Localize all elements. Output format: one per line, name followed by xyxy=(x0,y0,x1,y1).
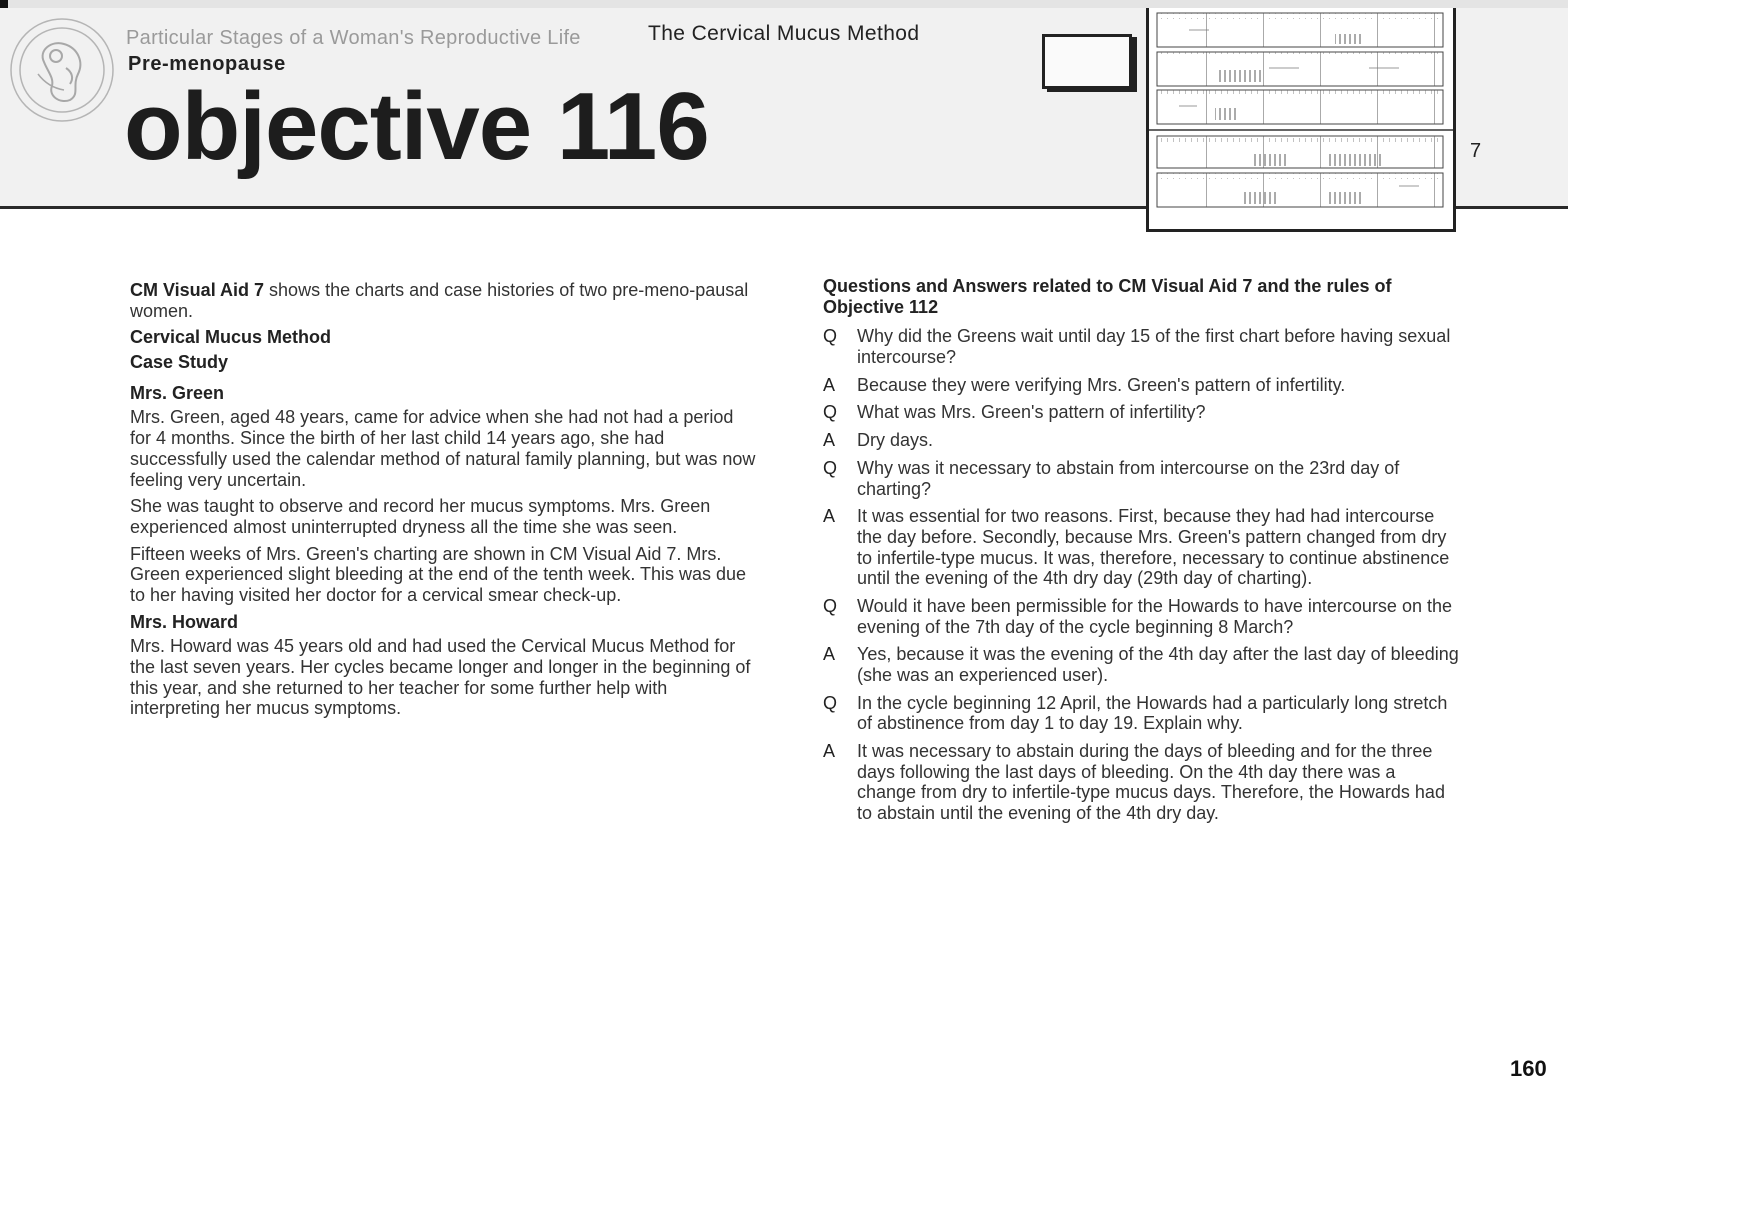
question-marker: Q xyxy=(823,595,838,616)
question-item xyxy=(823,458,1459,499)
method-title: The Cervical Mucus Method xyxy=(648,22,920,45)
answer-text: Dry days. xyxy=(857,430,934,451)
heading-mrs-green: Mrs. Green xyxy=(130,382,225,403)
answer-marker: A xyxy=(823,644,836,665)
heading-mrs-howard: Mrs. Howard xyxy=(130,611,239,632)
answer-text: It was essential for two reasons. First, because they had had intercourse the day before. Secondly, because Mrs. Green's pattern changed from dry to infertile-type mucus. It was, therefore, necessary to continue abstinence until the evening of the 4th dry day (29th day of charting). xyxy=(857,506,1450,589)
answer-text: Because they were verifying Mrs. Green's pattern of infertility. xyxy=(857,374,1346,395)
question-text: In the cycle beginning 12 April, the Howards had a particularly long stretch of abstinence from day 1 to day 19. Explain why. xyxy=(857,692,1448,734)
question-item xyxy=(823,693,1459,734)
howard-paragraph-1: Mrs. Howard was 45 years old and had used the Cervical Mucus Method for the last seven years. Her cycles became longer and longer in the beginning of this year, and she returned to her teacher for some further help with interpreting her mucus symptoms. xyxy=(130,636,751,719)
answer-marker: A xyxy=(823,506,836,527)
answer-item xyxy=(823,741,1459,824)
question-item xyxy=(823,326,1459,367)
visual-aid-marker xyxy=(1042,34,1132,89)
corner-mark xyxy=(0,0,8,8)
left-column xyxy=(130,280,758,725)
green-paragraph-1: Mrs. Green, aged 48 years, came for advice when she had not had a period for 4 months. Since the birth of her last child 14 years ago, she had successfully used the calendar method of natural family planning, but was now feeling very uncertain. xyxy=(130,407,756,490)
answer-item xyxy=(823,430,1459,451)
question-text: What was Mrs. Green's pattern of infertility? xyxy=(857,402,1206,423)
top-edge xyxy=(0,0,1568,8)
page-subtitle: Pre-menopause xyxy=(128,53,286,75)
answer-marker: A xyxy=(823,374,836,395)
question-text: Would it have been permissible for the Howards to have intercourse on the evening of the 7th day of the cycle beginning 8 March? xyxy=(857,595,1452,637)
qa-heading: Questions and Answers related to CM Visual Aid 7 and the rules of Objective 112 xyxy=(823,276,1392,317)
qa-list xyxy=(823,326,1459,823)
intro-text: shows the charts and case histories of two pre-meno-pausal women. xyxy=(130,280,749,321)
right-column xyxy=(823,276,1459,831)
embryo-emblem-icon xyxy=(8,16,116,124)
answer-item xyxy=(823,644,1459,685)
question-marker: Q xyxy=(823,326,838,347)
heading-method: Cervical Mucus Method xyxy=(130,327,332,348)
answer-text: Yes, because it was the evening of the 4th day after the last day of bleeding (she was an experienced user). xyxy=(857,644,1459,685)
answer-marker: A xyxy=(823,430,836,451)
answer-text: It was necessary to abstain during the days of bleeding and for the three days following the last days of bleeding. On the 4th day there was a change from dry to infertile-type mucus days. Therefore, the Howards had to abstain until the evening of the 4th dry day. xyxy=(857,741,1445,824)
section-label: Particular Stages of a Woman's Reproductive Life xyxy=(126,27,581,49)
heading-case-study: Case Study xyxy=(130,352,229,373)
question-item xyxy=(823,402,1459,423)
answer-marker: A xyxy=(823,741,836,762)
question-text: Why did the Greens wait until day 15 of the first chart before having sexual intercourse? xyxy=(857,326,1451,368)
visual-aid-thumbnail xyxy=(1146,8,1456,232)
answer-item xyxy=(823,375,1459,396)
visual-aid-number: 7 xyxy=(1470,140,1482,162)
page-number: 160 xyxy=(1510,1056,1547,1081)
intro-reference: CM Visual Aid 7 xyxy=(130,280,265,300)
green-paragraph-3: Fifteen weeks of Mrs. Green's charting are shown in CM Visual Aid 7. Mrs. Green experienced slight bleeding at the end of the tenth week. This was due to her having visited her doctor for a cervical smear check-up. xyxy=(130,543,747,605)
answer-item xyxy=(823,506,1459,589)
intro-paragraph xyxy=(130,280,758,321)
page-title: objective 116 xyxy=(124,73,709,180)
question-marker: Q xyxy=(823,457,838,478)
chart-thumbnail-icon xyxy=(1149,8,1453,229)
question-marker: Q xyxy=(823,692,838,713)
green-paragraph-2: She was taught to observe and record her mucus symptoms. Mrs. Green experienced almost uninterrupted dryness all the time she was seen. xyxy=(130,496,711,537)
question-item xyxy=(823,596,1459,637)
question-marker: Q xyxy=(823,402,838,423)
question-text: Why was it necessary to abstain from intercourse on the 23rd day of charting? xyxy=(857,457,1400,499)
